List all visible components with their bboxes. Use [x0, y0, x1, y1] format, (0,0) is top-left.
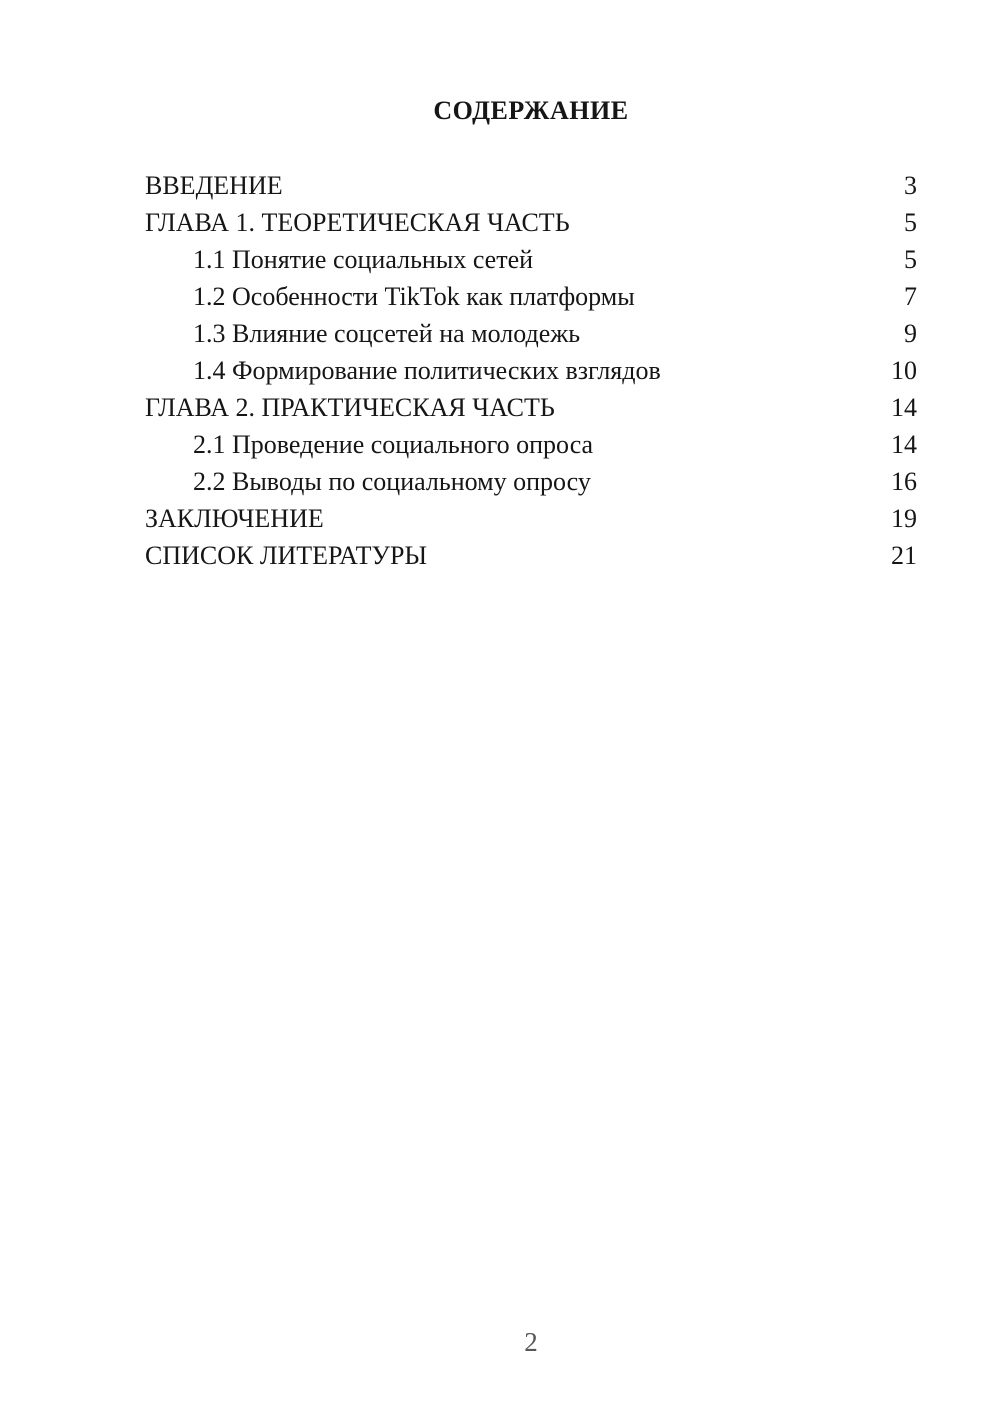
toc-entry-label: 1.1 Понятие социальных сетей — [193, 245, 534, 274]
toc-entry — [145, 278, 917, 315]
toc-entry — [145, 463, 917, 500]
toc-entry-label: ЗАКЛЮЧЕНИЕ — [145, 504, 324, 533]
footer-page-number: 2 — [524, 1327, 538, 1357]
toc-entry-label: 2.1 Проведение социального опроса — [193, 430, 594, 459]
toc-entry-page: 14 — [891, 393, 917, 422]
toc-entry-page: 7 — [904, 282, 917, 311]
toc-entry-page: 10 — [891, 356, 917, 385]
toc-entry-page: 9 — [904, 319, 917, 348]
toc-entry-label: СПИСОК ЛИТЕРАТУРЫ — [145, 541, 428, 570]
toc-entry-label: 1.2 Особенности TikTok как платформы — [193, 282, 635, 311]
toc-entry-page: 21 — [891, 541, 917, 570]
toc-entry-page: 16 — [891, 467, 917, 496]
toc-entry — [145, 241, 917, 278]
toc-entry-page: 3 — [904, 171, 917, 200]
toc-entry — [145, 537, 917, 574]
toc-entry — [145, 389, 917, 426]
toc-entry-label: ГЛАВА 2. ПРАКТИЧЕСКАЯ ЧАСТЬ — [145, 393, 555, 422]
toc-list — [145, 167, 917, 574]
toc-entry — [145, 315, 917, 352]
toc-entry-label: 1.4 Формирование политических взглядов — [193, 356, 661, 385]
toc-entry-page: 5 — [904, 245, 917, 274]
toc-entry-page: 5 — [904, 208, 917, 237]
toc-entry — [145, 167, 917, 204]
toc-entry-label: ВВЕДЕНИЕ — [145, 171, 283, 200]
page-title: СОДЕРЖАНИЕ — [433, 96, 629, 125]
toc-entry — [145, 426, 917, 463]
toc-entry-page: 14 — [891, 430, 917, 459]
toc-entry — [145, 500, 917, 537]
toc-entry-label: ГЛАВА 1. ТЕОРЕТИЧЕСКАЯ ЧАСТЬ — [145, 208, 570, 237]
toc-entry — [145, 352, 917, 389]
toc-entry-label: 1.3 Влияние соцсетей на молодежь — [193, 319, 581, 348]
toc-entry — [145, 204, 917, 241]
toc-entry-page: 19 — [891, 504, 917, 533]
toc-entry-label: 2.2 Выводы по социальному опросу — [193, 467, 591, 496]
